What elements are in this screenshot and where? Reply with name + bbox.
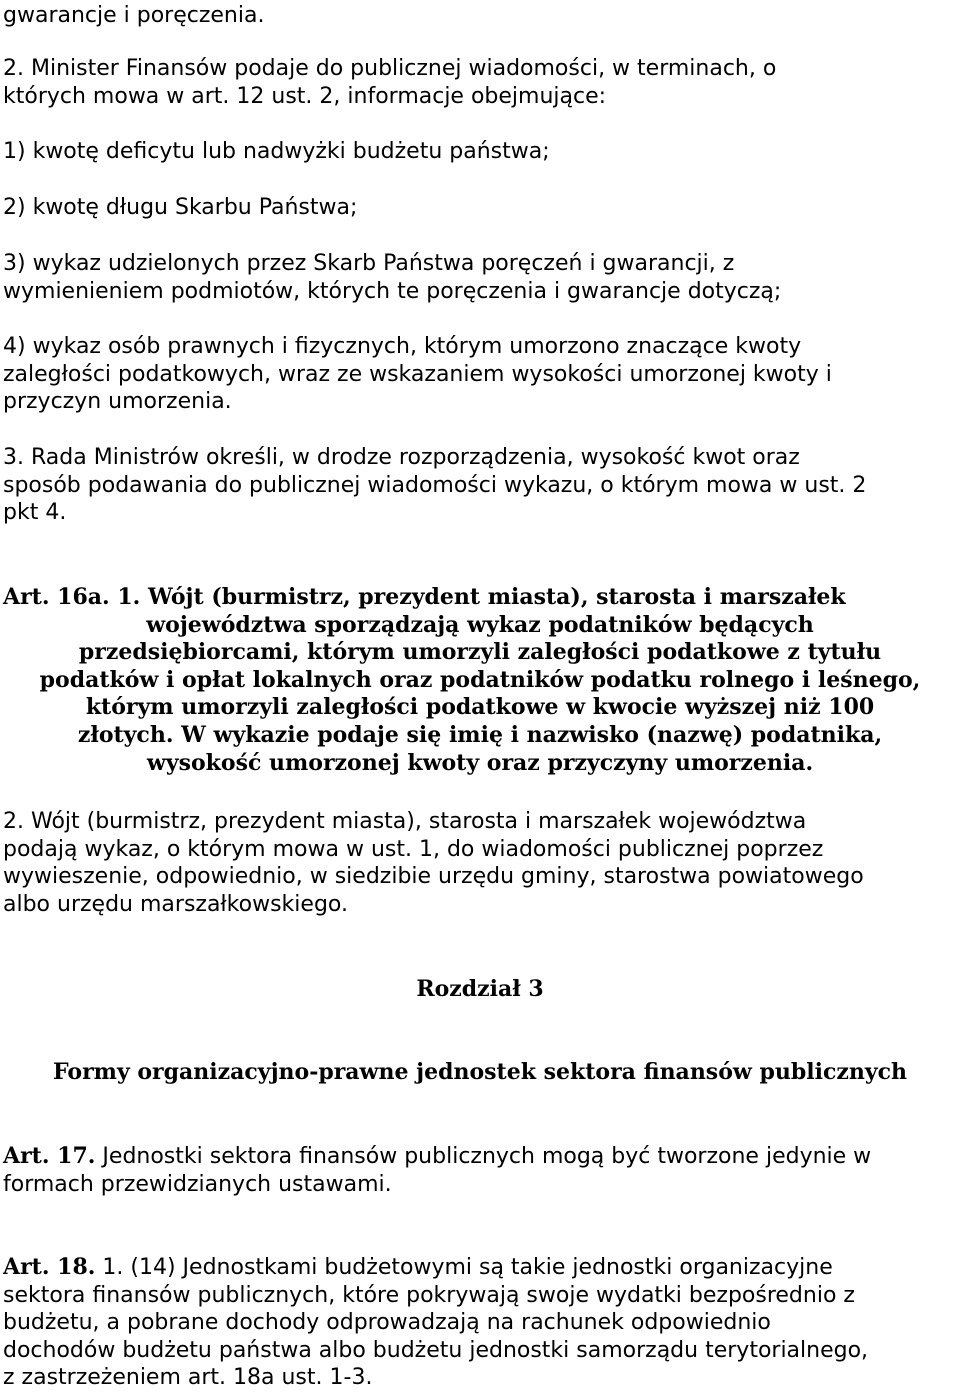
article-16a-paragraph-1 [3, 584, 957, 777]
text-line: przedsiębiorcami, którym umorzyli zaległości podatkowe z tytułu [78, 639, 882, 666]
text-line: pkt 4. [3, 500, 67, 526]
text-line: wywieszenie, odpowiednio, w siedzibie urzędu gminy, starostwa powiatowego [3, 864, 864, 890]
list-item-2 [3, 194, 957, 222]
text-line: sektora finansów publicznych, które pokrywają swoje wydatki bezpośrednio z [3, 1282, 855, 1308]
text-line: 2. Minister Finansów podaje do publicznej wiadomości, w terminach, o [3, 56, 777, 81]
paragraph-guarantees-end [3, 2, 957, 30]
list-item-1 [3, 138, 957, 166]
chapter-title [3, 976, 957, 1004]
text-line: województwa sporządzają wykaz podatników będących [146, 611, 814, 638]
text-line: budżetu, a pobrane dochody odprowadzają na rachunek odpowiednio [3, 1310, 771, 1336]
text-fragment: 1. (14) Jednostkami budżetowymi są takie jednostki organizacyjne [95, 1255, 833, 1280]
text-line: dochodów budżetu państwa albo budżetu jednostki samorządu terytorialnego, [3, 1337, 869, 1363]
article-18 [3, 1254, 957, 1392]
article-label: Art. 18. [3, 1254, 96, 1280]
paragraph-section-3 [3, 444, 957, 527]
text-line: Art. 16a. 1. Wójt (burmistrz, prezydent miasta), starosta i marszałek [3, 584, 846, 610]
text-line: 1) kwotę deficytu lub nadwyżki budżetu państwa; [3, 139, 550, 164]
text-line: podatków i opłat lokalnych oraz podatników podatku rolnego i leśnego, [39, 666, 921, 693]
text-line: podają wykaz, o którym mowa w ust. 1, do wiadomości publicznej poprzez [3, 836, 824, 862]
text-fragment: Jednostki sektora finansów publicznych mogą być tworzone jedynie w [95, 1144, 872, 1169]
text-line: których mowa w art. 12 ust. 2, informacje obejmujące: [3, 83, 607, 109]
text-line: gwarancje i poręczenia. [3, 3, 265, 28]
text-line: Formy organizacyjno-prawne jednostek sektora finansów publicznych [52, 1059, 907, 1085]
paragraph-section-2-intro [3, 55, 957, 110]
text-line: wymienieniem podmiotów, których te poręczenia i gwarancje dotyczą; [3, 278, 782, 304]
text-line [3, 1254, 957, 1282]
text-line: Rozdział 3 [416, 976, 544, 1002]
article-17 [3, 1143, 957, 1198]
chapter-subtitle [3, 1059, 957, 1087]
text-line: 4) wykaz osób prawnych i fizycznych, którym umorzono znaczące kwoty [3, 334, 802, 359]
text-line: 3) wykaz udzielonych przez Skarb Państwa poręczeń i gwarancji, z [3, 251, 735, 276]
text-line: zaległości podatkowych, wraz ze wskazaniem wysokości umorzonej kwoty i [3, 361, 832, 387]
text-line: 3. Rada Ministrów określi, w drodze rozporządzenia, wysokość kwot oraz [3, 445, 800, 470]
text-line: przyczyn umorzenia. [3, 389, 232, 415]
list-item-3 [3, 250, 957, 305]
text-line: albo urzędu marszałkowskiego. [3, 891, 348, 917]
article-16a-paragraph-2 [3, 808, 957, 918]
list-item-4 [3, 333, 957, 416]
text-line: którym umorzyli zaległości podatkowe w kwocie wyższej niż 100 [85, 694, 875, 721]
article-label: Art. 17. [3, 1143, 96, 1169]
text-line: 2) kwotę długu Skarbu Państwa; [3, 195, 358, 220]
text-line: złotych. W wykazie podaje się imię i nazwisko (nazwę) podatnika, [77, 721, 883, 748]
text-line: z zastrzeżeniem art. 18a ust. 1-3. [3, 1365, 373, 1391]
text-line: formach przewidzianych ustawami. [3, 1171, 392, 1197]
text-line: wysokość umorzonej kwoty oraz przyczyny umorzenia. [146, 749, 814, 776]
text-line: 2. Wójt (burmistrz, prezydent miasta), starosta i marszałek województwa [3, 809, 807, 834]
text-line: sposób podawania do publicznej wiadomości wykazu, o którym mowa w ust. 2 [3, 472, 867, 498]
text-line [3, 1143, 957, 1171]
